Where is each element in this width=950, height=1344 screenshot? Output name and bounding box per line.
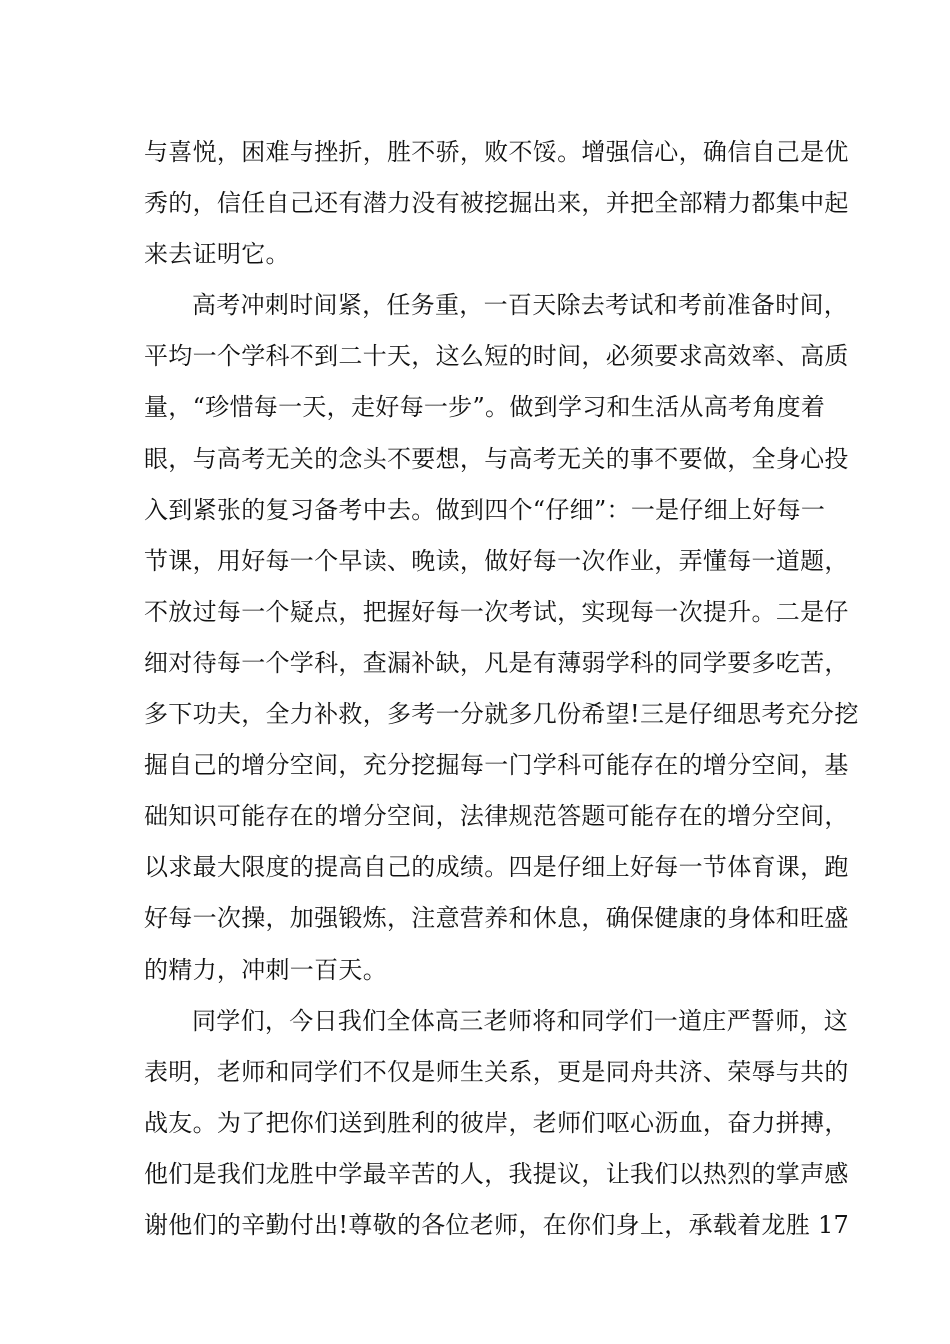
text-line: 战友。为了把你们送到胜利的彼岸，老师们呕心沥血，奋力拼搏， xyxy=(144,1108,849,1137)
text-line: 秀的，信任自己还有潜力没有被挖掘出来，并把全部精力都集中起 xyxy=(144,189,849,218)
text-line: 来去证明它。 xyxy=(144,240,290,269)
text-line: 入到紧张的复习备考中去。做到四个“仔细”：一是仔细上好每一 xyxy=(144,495,826,524)
text-line: 高考冲刺时间紧，任务重，一百天除去考试和考前准备时间， xyxy=(192,291,849,320)
text-line: 细对待每一个学科，查漏补缺，凡是有薄弱学科的同学要多吃苦， xyxy=(144,648,849,677)
paragraph xyxy=(144,280,859,995)
text-line: 以求最大限度的提高自己的成绩。四是仔细上好每一节体育课，跑 xyxy=(144,853,849,882)
text-line: 表明，老师和同学们不仅是师生关系，更是同舟共济、荣辱与共的 xyxy=(144,1057,849,1086)
text-line: 掘自己的增分空间，充分挖掘每一门学科可能存在的增分空间，基 xyxy=(144,751,849,780)
text-line: 与喜悦，困难与挫折，胜不骄，败不馁。增强信心，确信自己是优 xyxy=(144,138,849,166)
text-line: 多下功夫，全力补救，多考一分就多几份希望!三是仔细思考充分挖 xyxy=(144,700,859,729)
text-line: 平均一个学科不到二十天，这么短的时间，必须要求高效率、高质 xyxy=(144,342,849,371)
text-line: 不放过每一个疑点，把握好每一次考试，实现每一次提升。二是仔 xyxy=(144,597,849,626)
paragraph xyxy=(144,127,849,280)
text-line: 的精力，冲刺一百天。 xyxy=(144,955,387,984)
paragraph xyxy=(144,996,850,1251)
text-line: 量，“珍惜每一天，走好每一步”。做到学习和生活从高考角度着 xyxy=(144,393,826,422)
text-line: 节课，用好每一个早读、晚读，做好每一次作业，弄懂每一道题， xyxy=(144,546,849,575)
text-line: 好每一次操，加强锻炼，注意营养和休息，确保健康的身体和旺盛 xyxy=(144,904,849,933)
body-text xyxy=(144,127,859,1251)
text-line: 眼，与高考无关的念头不要想，与高考无关的事不要做，全身心投 xyxy=(144,444,849,473)
text-line: 础知识可能存在的增分空间，法律规范答题可能存在的增分空间， xyxy=(144,802,849,831)
text-line: 谢他们的辛勤付出!尊敬的各位老师，在你们身上，承载着龙胜 17 xyxy=(144,1210,850,1239)
text-line: 同学们，今日我们全体高三老师将和同学们一道庄严誓师，这 xyxy=(192,1006,849,1035)
text-line: 他们是我们龙胜中学最辛苦的人，我提议，让我们以热烈的掌声感 xyxy=(144,1159,849,1188)
